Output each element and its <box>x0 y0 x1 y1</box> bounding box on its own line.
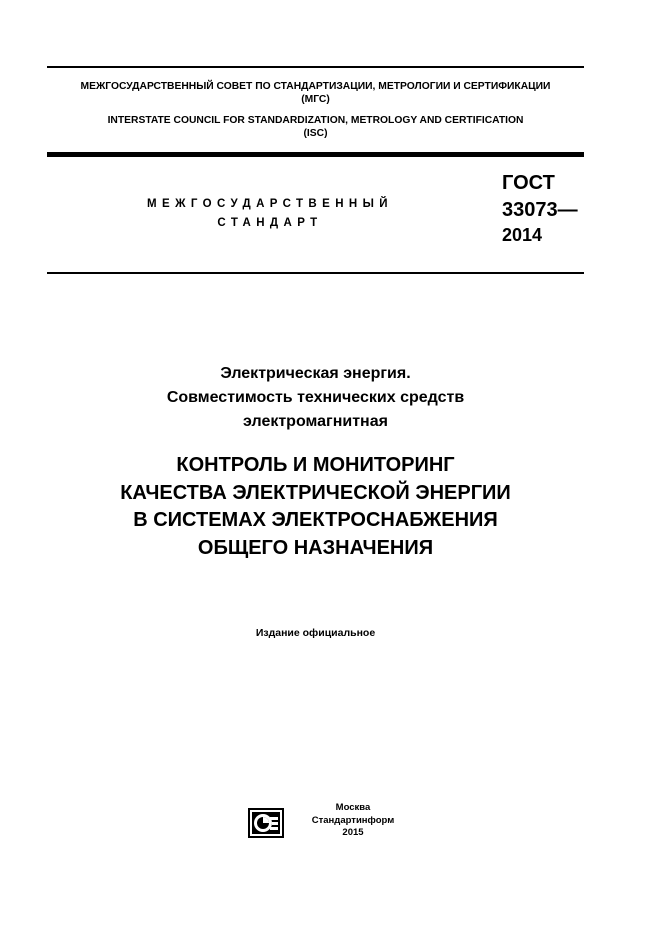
title-line3: В СИСТЕМАХ ЭЛЕКТРОСНАБЖЕНИЯ <box>133 509 498 531</box>
gost-label: ГОСТ <box>502 172 555 194</box>
publisher-year: 2015 <box>342 827 364 838</box>
publisher-block <box>298 802 408 840</box>
standard-kind <box>120 195 420 233</box>
edition-label: Издание официальное <box>255 627 376 639</box>
top-rule <box>47 66 584 68</box>
standard-kind-line2: СТАНДАРТ <box>217 217 323 229</box>
header-rule <box>47 152 584 157</box>
gost-year: 2014 <box>502 225 543 245</box>
council-name-en: INTERSTATE COUNCIL FOR STANDARDIZATION, METROLOGY AND CERTIFICATION <box>107 115 524 126</box>
subtitle-line1: Электрическая энергия. <box>220 365 411 382</box>
publisher-city: Москва <box>335 802 371 813</box>
council-abbr-en: (ISC) <box>303 128 328 139</box>
gost-designation <box>502 172 578 221</box>
title-line1: КОНТРОЛЬ И МОНИТОРИНГ <box>176 454 455 476</box>
title-line2: КАЧЕСТВА ЭЛЕКТРИЧЕСКОЙ ЭНЕРГИИ <box>120 481 511 504</box>
gost-number: 33073— <box>502 199 578 221</box>
publisher-name: Стандартинформ <box>311 814 395 826</box>
designation-rule <box>47 272 584 274</box>
council-header <box>47 80 584 140</box>
council-name-ru: МЕЖГОСУДАРСТВЕННЫЙ СОВЕТ ПО СТАНДАРТИЗАЦИИ, МЕТРОЛОГИИ И СЕРТИФИКАЦИИ <box>80 81 551 92</box>
subtitle-line3: электромагнитная <box>243 413 388 430</box>
council-abbr-ru: (МГС) <box>301 94 330 105</box>
subtitle-line2: Совместимость технических средств <box>166 389 465 406</box>
standartinform-logo-icon <box>248 808 284 838</box>
document-subtitle <box>60 362 571 434</box>
document-title <box>40 452 591 562</box>
title-line4: ОБЩЕГО НАЗНАЧЕНИЯ <box>197 536 434 559</box>
standard-kind-line1: МЕЖГОСУДАРСТВЕННЫЙ <box>147 198 393 210</box>
